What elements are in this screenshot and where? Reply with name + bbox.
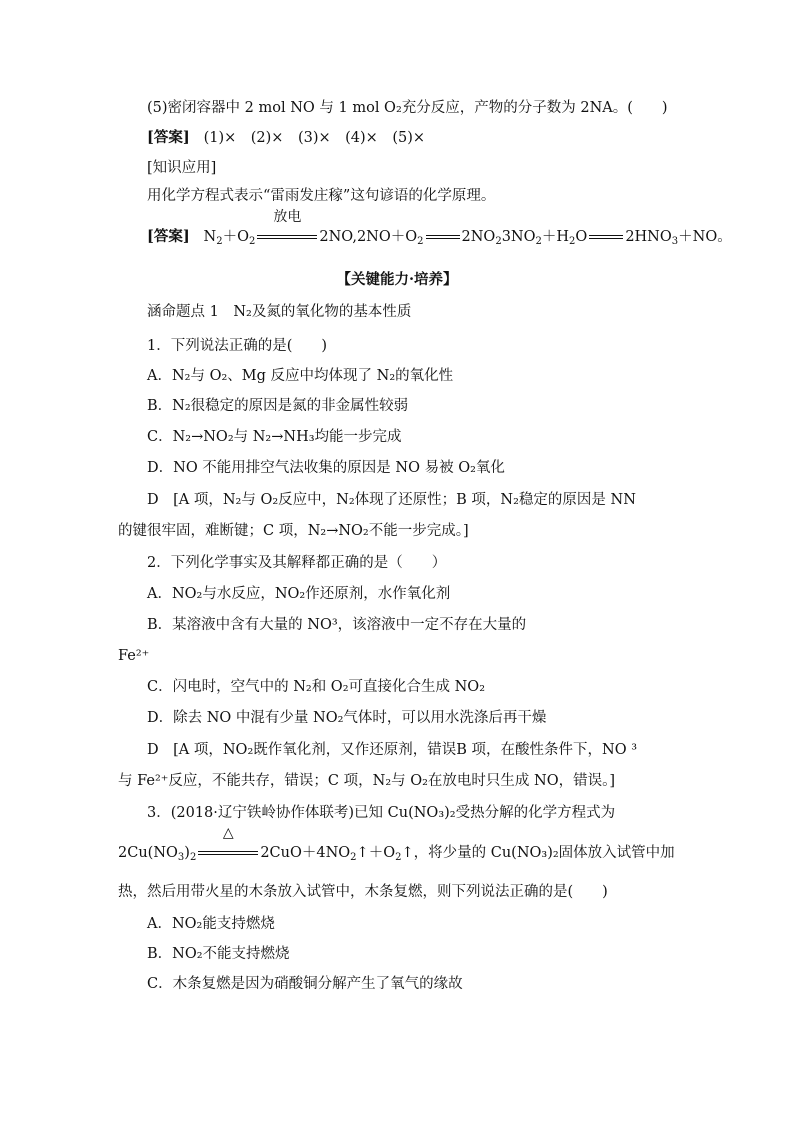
question-5: (5)密闭容器中 2 mol NO 与 1 mol O₂充分反应，产物的分子数为 2NA。( ) [147, 100, 668, 116]
knowledge-question: 用化学方程式表示“雷雨发庄稼”这句谚语的化学原理。 [147, 188, 496, 204]
answer-label: [答案] [147, 228, 190, 245]
heat-condition: △ [222, 825, 234, 841]
q1-option-b: B．N₂很稳定的原因是氮的非金属性较弱 [147, 398, 409, 414]
q2-stem: 2．下列化学事实及其解释都正确的是（ ） [147, 555, 447, 571]
q1-option-d: D．NO 不能用排空气法收集的原因是 NO 易被 O₂氧化 [147, 460, 505, 476]
q2-option-c: C．闪电时，空气中的 N₂和 O₂可直接化合生成 NO₂ [147, 679, 486, 695]
q2-option-b-cont: Fe²⁺ [118, 648, 150, 664]
q1-stem: 1．下列说法正确的是( ) [147, 338, 328, 354]
section-title: 【关键能力·培养】 [336, 271, 458, 288]
q2-explanation-cont: 与 Fe²⁺反应，不能共存，错误；C 项，N₂与 O₂在放电时只生成 NO，错误。] [118, 773, 616, 789]
q2-option-b: B．某溶液中含有大量的 NO³，该溶液中一定不存在大量的 [147, 617, 527, 633]
q1-explanation: D [A 项，N₂与 O₂反应中，N₂体现了还原性；B 项，N₂稳定的原因是 NN [147, 492, 636, 508]
q3-option-a: A．NO₂能支持燃烧 [147, 916, 275, 932]
answer-label: [答案] [147, 129, 190, 146]
q1-option-a: A．N₂与 O₂、Mg 反应中均体现了 N₂的氧化性 [147, 368, 454, 384]
reaction-condition: 放电 [273, 209, 302, 225]
q3-option-b: B．NO₂不能支持燃烧 [147, 946, 290, 962]
reaction-arrow [255, 209, 319, 247]
q1-option-c: C．N₂→NO₂与 N₂→NH₃均能一步完成 [147, 429, 402, 445]
q2-explanation: D [A 项，NO₂既作氧化剂，又作还原剂，错误B 项，在酸性条件下，NO ³ [147, 742, 638, 758]
q3-line3: 热，然后用带火星的木条放入试管中，木条复燃，则下列说法正确的是( ) [118, 884, 608, 900]
reaction-arrow [196, 825, 260, 863]
answer-2: [答案] $N_2+O_2$ 放电 $2NO,2NO+O_2$ $2NO_23NO_2+H_2O$ $2HNO_3+NO$。 [147, 209, 732, 247]
q3-option-c: C．木条复燃是因为硝酸铜分解产生了氧气的缘故 [147, 976, 463, 992]
topic-heading: 涵命题点 1 N₂及氮的氧化物的基本性质 [147, 304, 412, 320]
q2-option-d: D．除去 NO 中混有少量 NO₂气体时，可以用水洗涤后再干燥 [147, 710, 547, 726]
knowledge-label: [知识应用] [147, 160, 217, 176]
q3-stem: 3．(2018·辽宁铁岭协作体联考)已知 Cu(NO₃)₂受热分解的化学方程式为 [147, 805, 616, 821]
q1-explanation-cont: 的键很牢固，难断键；C 项，N₂→NO₂不能一步完成。] [118, 523, 469, 539]
answer-1 [147, 128, 425, 148]
answer-text: (1)× (2)× (3)× (4)× (5)× [203, 130, 426, 146]
q2-option-a: A．NO₂与水反应，NO₂作还原剂，水作氧化剂 [147, 586, 451, 602]
q3-equation-line: $2Cu(NO_3)_2$ △ $2CuO+4NO_2↑+O_2↑$，将少量的 Cu(NO₃)₂固体放入试管中加 [118, 825, 675, 863]
